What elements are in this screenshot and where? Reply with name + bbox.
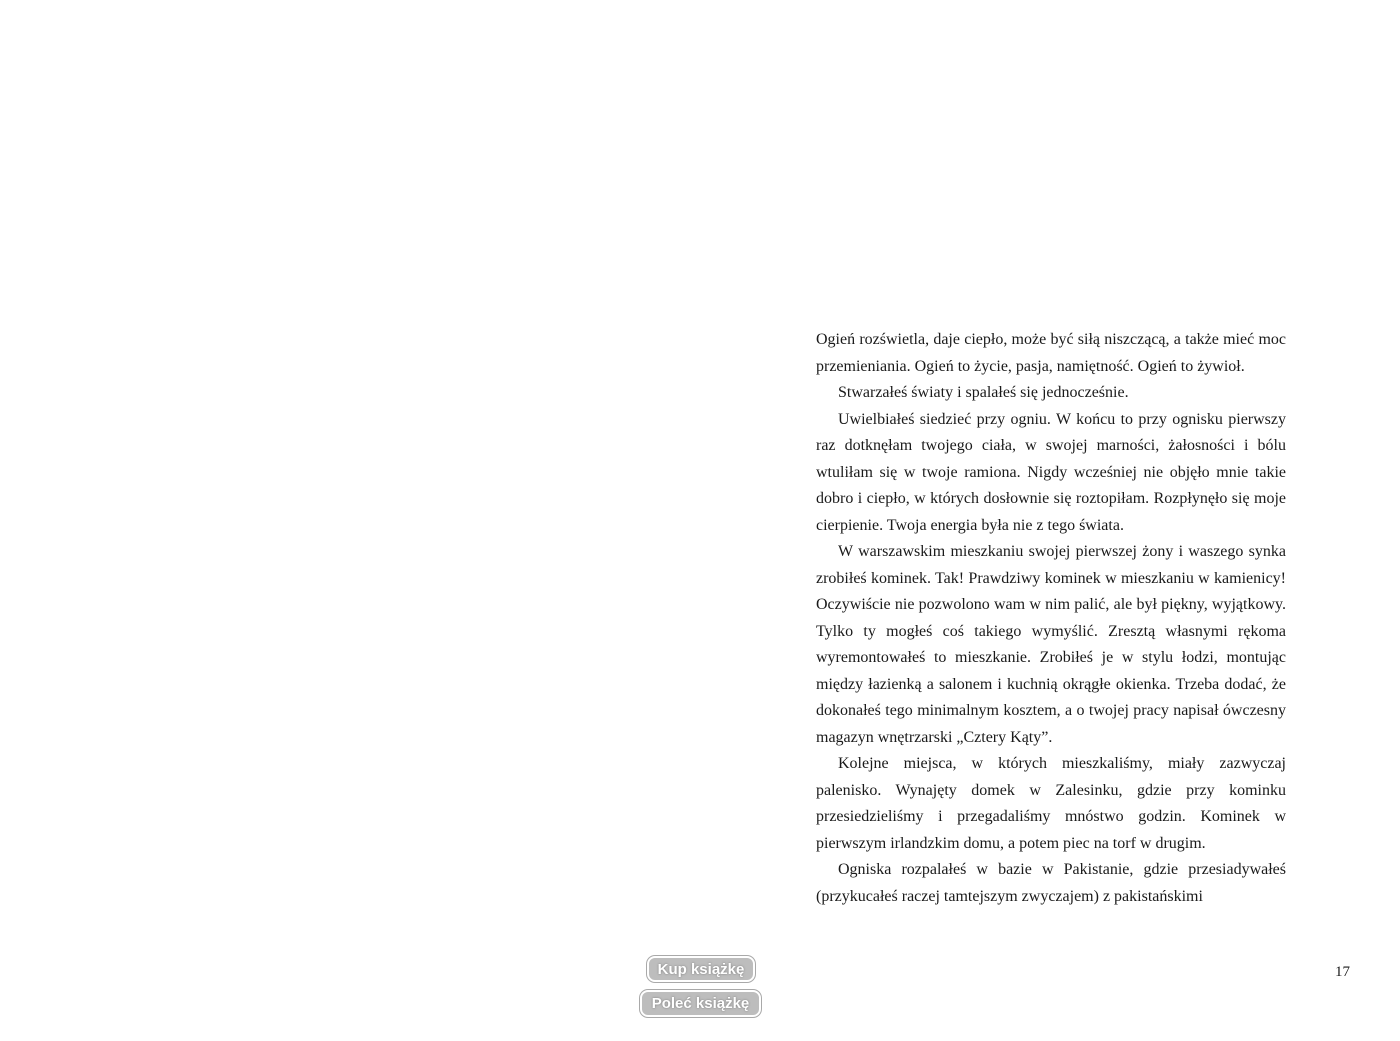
buy-book-button[interactable]: Kup książkę bbox=[647, 956, 755, 982]
paragraph: Ogień rozświetla, daje ciepło, może być siłą niszczącą, a także mieć moc przemieniania. Ogień to życie, pasja, namiętność. Ogień to żywioł. bbox=[816, 331, 1286, 375]
recommend-book-button[interactable]: Poleć książkę bbox=[640, 990, 761, 1017]
paragraph: Uwielbiałeś siedzieć przy ogniu. W końcu to przy ognisku pierwszy raz dotknęłam twojego ciała, w swojej marności, żałosności i bólu wtuliłam się w twoje ramiona. Nigdy wcześniej nie objęło mnie takie dobro i ciepło, w których dosłownie się roztopiłam. Rozpłynęło się moje cierpienie. Twoja energia była nie z tego świata. bbox=[816, 410, 1286, 534]
paragraph: W warszawskim mieszkaniu swojej pierwszej żony i waszego synka zrobiłeś kominek. Tak! Prawdziwy kominek w mieszkaniu w kamienicy! Oczywiście nie pozwolono wam w nim palić, ale był piękny, wyjątkowy. Tylko ty mogłeś coś takiego wymyślić. Zresztą własnymi rękoma wyremontowałeś to mieszkanie. Zrobiłeś je w stylu łodzi, montując między łazienką a salonem i kuchnią okrągłe okienka. Trzeba dodać, że dokonałeś tego minimalnym kosztem, a o twojej pracy napisał ówczesny magazyn wnętrzarski „Cztery Kąty”. bbox=[816, 543, 1286, 746]
page-text bbox=[816, 327, 1286, 910]
page-number: 17 bbox=[1335, 964, 1350, 980]
paragraph: Kolejne miejsca, w których mieszkaliśmy, miały zazwyczaj palenisko. Wynajęty domek w Zalesinku, gdzie przy kominku przesiedzieliśmy i przegadaliśmy mnóstwo godzin. Kominek w pierwszym irlandzkim domu, a potem piec na torf w drugim. bbox=[816, 755, 1286, 852]
paragraph: Ogniska rozpalałeś w bazie w Pakistanie, gdzie przesiadywałeś (przykucałeś raczej tamtejszym zwyczajem) z pakistańskimi bbox=[816, 861, 1286, 905]
paragraph: Stwarzałeś światy i spalałeś się jednocześnie. bbox=[838, 384, 1129, 401]
